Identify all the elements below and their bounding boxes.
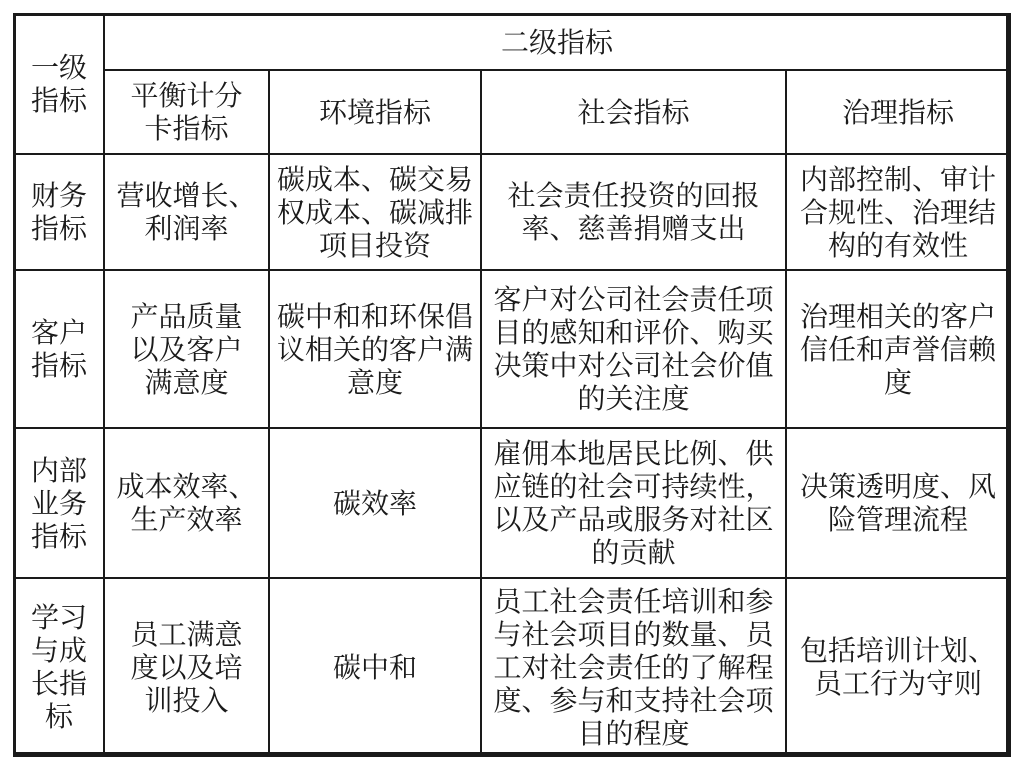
- second-level-header: 二级指标: [501, 25, 614, 59]
- column-header-label: 环境指标: [318, 95, 431, 129]
- row-label: 内部业务指标: [30, 453, 87, 553]
- cell-text: 内部控制、审计合规性、治理结构的有效性: [800, 162, 997, 262]
- cell-text: 营收增长、利润率: [116, 179, 257, 245]
- cell-text: 碳效率: [332, 486, 417, 520]
- cell-text: 包括培训计划、员工行为守则: [800, 634, 997, 700]
- cell-text: 碳中和: [332, 650, 417, 684]
- row-label: 学习与成长指标: [30, 601, 87, 733]
- row-label: 财务指标: [30, 179, 87, 245]
- column-header-label: 社会指标: [577, 95, 690, 129]
- column-header-label: 治理指标: [842, 95, 955, 129]
- first-level-header: 一级指标: [30, 51, 87, 117]
- cell-text: 客户对公司社会责任项目的感知和评价、购买决策中对公司社会价值的关注度: [493, 283, 774, 415]
- cell-text: 雇佣本地居民比例、供应链的社会可持续性，以及产品或服务对社区的贡献: [493, 437, 774, 569]
- cell-text: 决策透明度、风险管理流程: [800, 470, 997, 536]
- cell-text: 碳成本、碳交易权成本、碳减排项目投资: [276, 162, 473, 262]
- cell-text: 成本效率、生产效率: [116, 470, 257, 536]
- cell-text: 碳中和和环保倡议相关的客户满意度: [276, 299, 473, 399]
- column-header-label: 平衡计分卡指标: [130, 79, 243, 145]
- cell-text: 员工满意度以及培训投入: [130, 617, 243, 717]
- cell-text: 社会责任投资的回报率、慈善捐赠支出: [507, 179, 760, 245]
- cell-text: 治理相关的客户信任和声誉信赖度: [800, 299, 997, 399]
- row-label: 客户指标: [30, 316, 87, 382]
- cell-text: 产品质量以及客户满意度: [130, 299, 243, 399]
- cell-text: 员工社会责任培训和参与社会项目的数量、员工对社会责任的了解程度、参与和支持社会项目的程度: [493, 584, 774, 750]
- table-outer-border: [13, 13, 1009, 755]
